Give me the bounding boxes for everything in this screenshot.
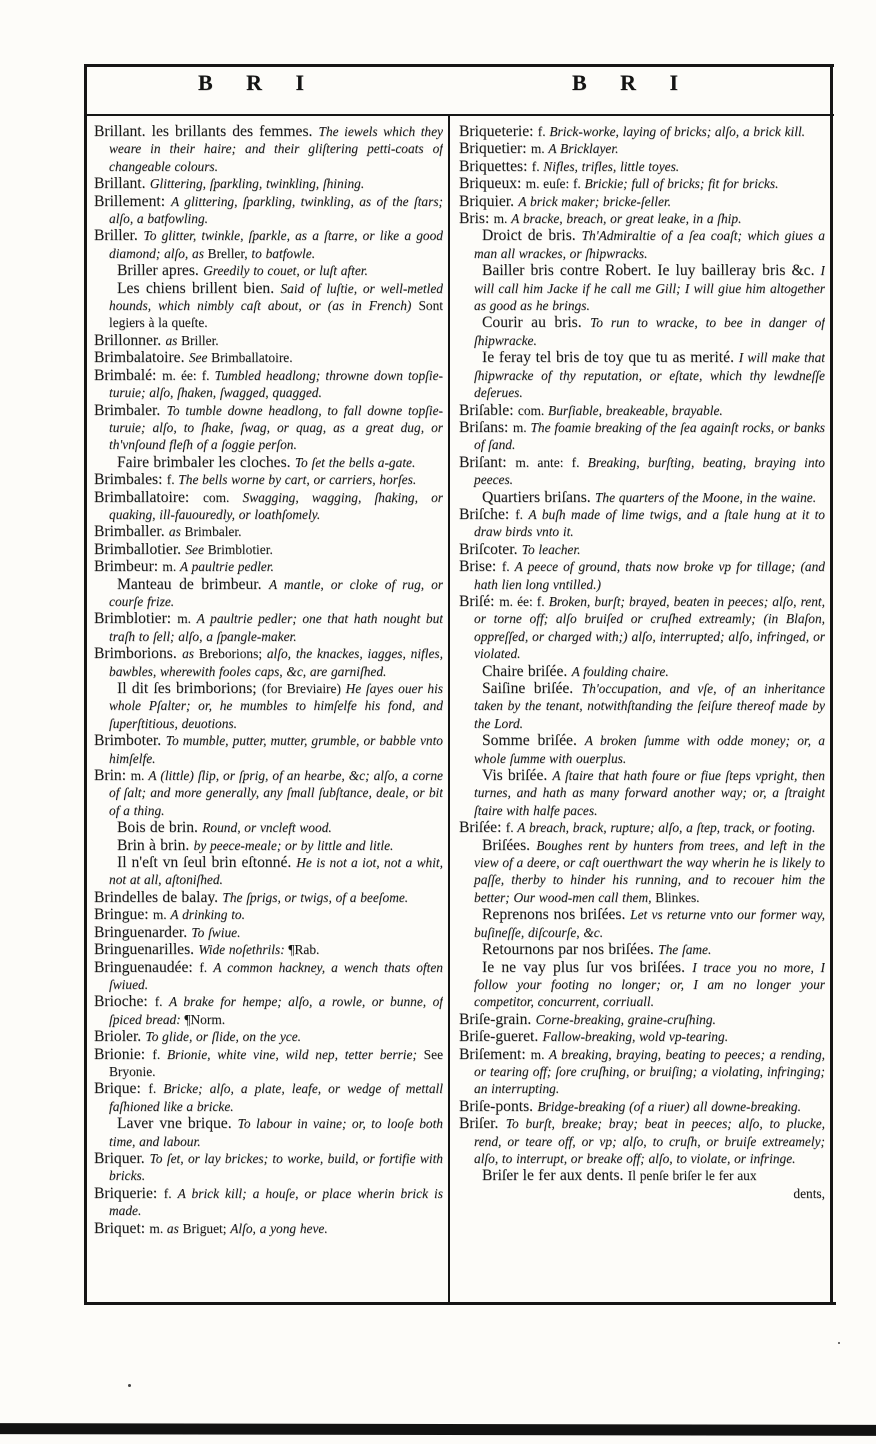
dictionary-entry xyxy=(94,1185,443,1220)
entry-definition: Wide noſethrils: xyxy=(198,942,289,958)
entry-headword: Briquier. xyxy=(459,192,519,210)
entry-headword: Briqueterie: xyxy=(459,123,538,140)
entry-annotation: Briller. xyxy=(181,332,219,348)
entry-definition: Brickie; full of bricks; fit for bricks. xyxy=(584,176,779,192)
scan-speck xyxy=(128,1384,131,1387)
dictionary-entry xyxy=(459,419,825,454)
entry-definition: A buſh made of lime twigs, and a ſtale hung at it to draw birds vnto it. xyxy=(474,506,825,540)
entry-headword: Brimballatoire: xyxy=(94,488,203,506)
entry-definition: I will call him Jacke if he call me Gill; I will giue him altogether as good as he brings. xyxy=(474,263,825,314)
entry-definition: Corne-breaking, graine-cruſhing. xyxy=(535,1011,716,1027)
dictionary-entry xyxy=(94,175,443,192)
entry-headword: Briſer le fer aux dents. xyxy=(482,1167,628,1185)
entry-annotation: Il penſe briſer le fer aux xyxy=(627,1168,757,1184)
entry-headword: Briquerie: xyxy=(94,1184,164,1202)
scan-speck xyxy=(838,1342,840,1344)
entry-annotation: m. xyxy=(152,907,171,923)
entry-annotation: f. xyxy=(166,472,179,488)
entry-definition: Th'occupation, and vſe, of an inheritance taken by the tenant, notwithſtanding the ſeiſure thereof made by the Lord. xyxy=(474,681,825,731)
entry-headword: Brimbales: xyxy=(94,471,167,489)
entry-headword: Briſement: xyxy=(459,1045,531,1063)
entry-definition: A ſtaire that hath foure or fiue ſteps vpright, then turnes, and hath as many forward another way; or, a ſtraight ſtaire with halfe paces. xyxy=(474,768,825,818)
entry-definition: To labour in vaine; or, to looſe both time, and labour. xyxy=(109,1116,443,1149)
dictionary-entry xyxy=(94,941,443,958)
dictionary-entry xyxy=(94,227,443,262)
dictionary-entry xyxy=(459,1098,825,1115)
entry-headword: Briſche: xyxy=(459,505,516,523)
dictionary-entry xyxy=(94,349,443,366)
entry-headword: Briſans: xyxy=(459,418,513,436)
entry-definition: Breaking, burſting, beating, braying into peeces. xyxy=(474,454,825,488)
dictionary-entry xyxy=(459,227,825,262)
entry-annotation: Breborions; xyxy=(198,646,267,662)
entry-headword: Briſe-gueret. xyxy=(459,1028,543,1046)
entry-headword: Les chiens brillent bien. xyxy=(117,279,281,297)
entry-headword: Briquer. xyxy=(94,1149,150,1167)
entry-definition: to batfowle. xyxy=(251,245,316,261)
entry-headword: Briquetier: xyxy=(459,140,531,158)
entry-definition: I will make that ſhipwracke of thy reputation, or eſtate, which thy lewdneſſe deſerues. xyxy=(474,350,825,401)
entry-headword: Brillement: xyxy=(94,192,171,210)
entry-headword: Laver vne brique. xyxy=(117,1115,238,1133)
entry-annotation: f. xyxy=(531,158,544,174)
dictionary-entry xyxy=(459,1185,825,1202)
column-divider xyxy=(448,116,450,1302)
dictionary-entry xyxy=(94,471,443,488)
entry-annotation: m. xyxy=(162,559,180,575)
entry-annotation: ¶Rab. xyxy=(288,942,320,958)
entry-headword: Briſant: xyxy=(459,453,516,471)
entry-definition: A peece of ground, thats now broke vp for tillage; (and hath lien long vntilled.) xyxy=(474,559,825,592)
entry-headword: Brique: xyxy=(94,1080,149,1098)
dictionary-entry xyxy=(459,193,825,210)
entry-definition: A glittering, ſparkling, twinkling, as of the ſtars; alſo, a batfowling. xyxy=(109,193,443,227)
entry-annotation: f. xyxy=(152,1046,167,1062)
entry-headword: Bailler bris contre Robert. Ie luy bailleray bris &c. xyxy=(482,262,821,280)
entry-headword: Briller. xyxy=(94,227,144,245)
dictionary-entry xyxy=(459,837,825,907)
entry-headword: Briller apres. xyxy=(117,262,204,280)
entry-headword: Brimbeur: xyxy=(94,558,163,576)
frame-rule-under-header xyxy=(84,114,834,116)
entry-annotation: m. xyxy=(493,211,512,227)
entry-headword: Brimboter. xyxy=(94,732,166,750)
dictionary-entry xyxy=(94,1115,443,1150)
entry-definition: The iewels which they weare in their haire; and their gliſtering petti-coats of changeable colours. xyxy=(109,124,443,174)
entry-headword: Briſable: xyxy=(459,401,518,419)
dictionary-entry xyxy=(94,489,443,524)
dictionary-entry xyxy=(459,680,825,732)
entry-definition: The foamie breaking of the ſea againſt rocks, or banks of ſand. xyxy=(474,419,825,453)
dictionary-entry xyxy=(459,349,825,401)
frame-border-right xyxy=(830,64,833,1305)
frame-rule-bottom xyxy=(84,1302,836,1305)
entry-headword: Il n'eſt vn ſeul brin eſtonné. xyxy=(117,854,297,872)
dictionary-entry xyxy=(94,993,443,1028)
dictionary-entry xyxy=(459,593,825,663)
dictionary-entry xyxy=(459,906,825,941)
entry-definition: Boughes rent by hunters from trees, and left in the view of a deere, or caſt ouerthwart the way wherin he is likely to paſſe, therby to hinder his running, and to recouer him the better; Our wood-men call them, xyxy=(474,837,825,905)
dictionary-entry xyxy=(459,454,825,489)
entry-definition: Th'Admiraltie of a ſea coaſt; which giues a man all wrackes, or ſhipwracks. xyxy=(474,228,825,261)
dictionary-entry xyxy=(94,523,443,540)
entry-definition: by peece-meale; or by little and litle. xyxy=(193,837,394,853)
entry-annotation: m. ée: f. xyxy=(499,593,549,609)
entry-headword: Briqueux: xyxy=(459,175,526,193)
entry-headword: Saiſine briſée. xyxy=(482,680,582,697)
dictionary-entry xyxy=(459,175,825,192)
entry-annotation: f. xyxy=(505,820,518,836)
entry-annotation: Breller, xyxy=(207,245,252,261)
dictionary-entry xyxy=(94,837,443,854)
entry-definition: Round, or vncleft wood. xyxy=(202,820,332,836)
dictionary-entry xyxy=(94,959,443,994)
entry-definition: A drinking to. xyxy=(170,907,245,923)
entry-definition: Brionie, white vine, wild nep, tetter berrie; xyxy=(167,1046,424,1062)
entry-headword: Quartiers briſans. xyxy=(482,488,595,506)
entry-headword: Brillant. les brillants des femmes. xyxy=(94,123,319,140)
page-bottom-edge-shadow xyxy=(0,1423,876,1436)
entry-definition: A (little) ſlip, or ſprig, of an hearbe, &c; alſo, a corne of ſalt; and more generally, any ſmall ſubſtance, deale, or bit of a thing. xyxy=(109,768,443,818)
dictionary-entry xyxy=(459,1167,825,1184)
entry-definition: Fallow-breaking, wold vp-tearing. xyxy=(542,1029,729,1045)
entry-annotation: m. ée: f. xyxy=(162,367,215,383)
entry-annotation: m. xyxy=(512,419,531,435)
entry-definition: as xyxy=(166,1220,183,1236)
entry-definition: To leacher. xyxy=(521,541,581,557)
running-header-right: B R I xyxy=(571,70,693,95)
dictionary-entry xyxy=(94,576,443,611)
entry-headword: Brise: xyxy=(459,558,502,576)
dictionary-entry xyxy=(459,1028,825,1045)
entry-annotation: f. xyxy=(154,994,169,1010)
entry-definition: Swagging, wagging, ſhaking, or quaking, ill-fauouredly, or loathſomely. xyxy=(109,489,443,522)
dictionary-entry xyxy=(94,819,443,836)
entry-headword: Bringuenarder. xyxy=(94,923,192,941)
entry-headword: Il dit ſes brimborions; xyxy=(117,680,262,697)
entry-annotation: m. xyxy=(530,1046,549,1062)
entry-definition: To glitter, twinkle, ſparkle, as a ſtarre, or like a good diamond; alſo, as xyxy=(109,228,443,261)
dictionary-entry xyxy=(459,1046,825,1098)
entry-headword: Bois de brin. xyxy=(117,819,203,837)
entry-annotation: m. xyxy=(177,611,197,627)
dictionary-entry xyxy=(459,663,825,680)
entry-definition: See xyxy=(185,541,208,557)
dictionary-entry xyxy=(94,924,443,941)
entry-definition: as xyxy=(168,524,185,540)
entry-definition: as xyxy=(165,332,182,348)
entry-headword: Manteau de brimbeur. xyxy=(117,575,270,593)
dictionary-entry xyxy=(459,210,825,227)
entry-definition: A brick maker; bricke-ſeller. xyxy=(518,193,671,209)
entry-definition: A Bricklayer. xyxy=(548,141,619,157)
entry-headword: Ie feray tel bris de toy que tu as merité. xyxy=(482,349,739,367)
dictionary-entry xyxy=(94,558,443,575)
entry-headword: Brioler. xyxy=(94,1028,146,1046)
entry-definition: I trace you no more, I follow your footing no longer; or, I am no longer your competitor, concurrent, corriuall. xyxy=(474,959,825,1010)
dictionary-entry xyxy=(94,906,443,923)
dictionary-entry xyxy=(459,158,825,175)
entry-headword: Bris: xyxy=(459,210,494,228)
dictionary-entry xyxy=(94,262,443,279)
entry-definition: A mantle, or cloke of rug, or courſe frize. xyxy=(109,576,443,609)
dictionary-entry xyxy=(94,402,443,454)
entry-headword: Ie ne vay plus ſur vos briſées. xyxy=(482,958,693,976)
dictionary-entry xyxy=(94,1046,443,1081)
entry-definition: To run to wracke, to bee in danger of ſhipwracke. xyxy=(474,315,825,348)
entry-definition: A breach, brack, rupture; alſo, a ſtep, track, or footing. xyxy=(517,820,816,836)
dictionary-entry xyxy=(94,193,443,228)
entry-headword: Brin à brin. xyxy=(117,836,194,854)
entry-annotation: Briguet; xyxy=(182,1220,231,1236)
entry-annotation: Sont legiers à la queſte. xyxy=(109,298,443,331)
entry-definition: Brick-worke, laying of bricks; alſo, a brick kill. xyxy=(549,124,806,139)
entry-headword: Brionie: xyxy=(94,1045,153,1063)
entry-definition: Nifles, trifles, little toyes. xyxy=(543,158,680,174)
entry-headword: Brillant. xyxy=(94,175,150,193)
dictionary-entry xyxy=(94,123,443,175)
entry-headword: Briſe-ponts. xyxy=(459,1097,538,1115)
entry-definition: The quarters of the Moone, in the waine. xyxy=(594,489,817,505)
dictionary-entry xyxy=(94,280,443,332)
dictionary-entry xyxy=(94,1150,443,1185)
entry-headword: Brin: xyxy=(94,767,131,785)
entry-definition: Said of luſtie, or well-metled hounds, which nimbly caſt about, or (as in French) xyxy=(109,280,443,314)
entry-headword: Brimbaler. xyxy=(94,401,167,419)
entry-annotation: Brimblotier. xyxy=(207,541,273,557)
dictionary-entry xyxy=(94,332,443,349)
entry-headword: Courir au bris. xyxy=(482,314,591,332)
frame-rule-top xyxy=(84,64,834,67)
entry-definition: A brake for hempe; alſo, a rowle, or bunne, of ſpiced bread: xyxy=(109,994,443,1027)
dictionary-entry xyxy=(459,314,825,349)
frame-border-left xyxy=(84,64,87,1305)
dictionary-entry xyxy=(94,1028,443,1045)
entry-definition: The bells worne by cart, or carriers, horſes. xyxy=(178,472,417,488)
entry-headword: Briſée: xyxy=(459,819,506,837)
entry-annotation: m. ante: f. xyxy=(515,454,588,470)
entry-headword: Brioche: xyxy=(94,993,155,1011)
dictionary-entry xyxy=(459,941,825,958)
entry-headword: Briſer. xyxy=(459,1115,506,1133)
entry-headword: Brimblotier: xyxy=(94,610,178,628)
dictionary-entry xyxy=(94,889,443,906)
dictionary-entry xyxy=(94,645,443,680)
dictionary-entry xyxy=(459,767,825,819)
entry-definition: To mumble, putter, mutter, grumble, or babble vnto himſelfe. xyxy=(109,733,443,766)
left-column xyxy=(94,123,443,1237)
entry-annotation: f. xyxy=(163,1185,178,1201)
entry-headword: Briſées. xyxy=(482,836,537,854)
entry-definition: A paultrie pedler; one that hath nought but traſh to ſell; alſo, a ſpangle-maker. xyxy=(109,611,443,644)
entry-headword: Brimbalé: xyxy=(94,366,163,384)
entry-headword: Brimballotier. xyxy=(94,540,186,558)
entry-annotation: m. euſe: f. xyxy=(525,176,585,192)
entry-headword: Bringuenaudée: xyxy=(94,958,200,976)
entry-annotation: ¶Norm. xyxy=(184,1011,226,1027)
entry-annotation: f. xyxy=(537,124,550,139)
entry-definition: A bracke, breach, or great leake, in a ſhip. xyxy=(511,211,742,227)
entry-definition: To ſet the bells a-gate. xyxy=(294,454,416,470)
entry-definition: To ſet, or lay brickes; to worke, build, or fortifie with bricks. xyxy=(109,1150,443,1184)
entry-annotation: m. xyxy=(530,141,549,157)
entry-headword: Brindelles de balay. xyxy=(94,888,223,906)
dictionary-entry xyxy=(459,140,825,157)
entry-definition: A breaking, braying, beating to peeces; a rending, or tearing off; ſore cruſhing, or bruiſing; a violating, infringing; an interrupting. xyxy=(474,1046,825,1097)
entry-definition: To burſt, breake; bray; beat in peeces; alſo, to plucke, rend, or teare off, or vp; alſo, to cruſh, or bruiſe extreamely; alſo, to interrupt, or breake off; alſo, to violate, or infringe. xyxy=(474,1116,825,1166)
entry-annotation: dents, xyxy=(793,1185,825,1201)
entry-annotation: Blinkes. xyxy=(655,889,700,905)
entry-annotation: f. xyxy=(199,959,214,975)
dictionary-entry xyxy=(459,506,825,541)
entry-annotation: Brimballatoire. xyxy=(211,350,293,366)
entry-definition: A brick kill; a houſe, or place wherin brick is made. xyxy=(109,1185,443,1219)
dictionary-entry xyxy=(94,854,443,889)
dictionary-entry xyxy=(94,541,443,558)
dictionary-entry xyxy=(459,489,825,506)
dictionary-entry xyxy=(94,610,443,645)
entry-definition: He is not a iot, not a whit, not at all, aſtoniſhed. xyxy=(109,855,443,888)
entry-definition: He ſayes ouer his whole Pſalter; or, he mumbles to himſelfe his fond, and ſuperſtitious, deuotions. xyxy=(109,681,443,731)
entry-annotation: (for Breviaire) xyxy=(261,681,346,696)
entry-definition: alſo, the knackes, iagges, nifles, bawbles, wherewith fooles caps, &c, are garniſhed. xyxy=(109,646,443,679)
entry-definition: A foulding chaire. xyxy=(571,663,669,679)
entry-headword: Faire brimbaler les cloches. xyxy=(117,453,295,471)
entry-annotation: f. xyxy=(148,1081,164,1097)
entry-annotation: m. xyxy=(149,1220,167,1236)
right-column xyxy=(459,123,825,1202)
dictionary-entry xyxy=(459,959,825,1011)
entry-headword: Briſe-grain. xyxy=(459,1010,536,1028)
entry-definition: Glittering, ſparkling, twinkling, ſhining. xyxy=(149,176,365,192)
entry-headword: Retournons par nos briſées. xyxy=(482,941,659,959)
entry-headword: Briquet: xyxy=(94,1219,150,1237)
dictionary-entry xyxy=(459,123,825,140)
entry-annotation: m. xyxy=(130,768,149,784)
dictionary-entry xyxy=(459,732,825,767)
dictionary-entry xyxy=(94,454,443,471)
entry-annotation: Brimbaler. xyxy=(184,524,242,540)
entry-headword: Brillonner. xyxy=(94,331,166,349)
entry-definition: Burſiable, breakeable, brayable. xyxy=(548,402,723,418)
dictionary-entry xyxy=(94,1080,443,1115)
entry-annotation: com. xyxy=(517,402,549,418)
entry-headword: Briquettes: xyxy=(459,157,532,175)
entry-definition: The ſame. xyxy=(658,942,712,958)
entry-definition: Let vs returne vnto our former way, buſineſſe, diſcourſe, &c. xyxy=(474,907,825,940)
entry-headword: Bringue: xyxy=(94,906,153,924)
entry-definition: Bricke; alſo, a plate, leafe, or wedge of mettall faſhioned like a bricke. xyxy=(109,1081,443,1114)
entry-definition: See xyxy=(188,350,212,366)
dictionary-entry xyxy=(459,262,825,314)
entry-headword: Reprenons nos briſées. xyxy=(482,906,631,924)
dictionary-entry xyxy=(459,402,825,419)
dictionary-entry xyxy=(459,558,825,593)
dictionary-entry xyxy=(94,367,443,402)
entry-annotation: com. xyxy=(202,489,243,505)
entry-annotation: f. xyxy=(515,506,529,522)
entry-definition: Broken, burſt; brayed, beaten in peeces; alſo, rent, or torne off; alſo bruiſed or cruſhed extreamly; (in Blaſon, oppreſſed, or charged with;) alſo, interrupted; alſo, infringed, or violated. xyxy=(474,593,825,662)
entry-definition: Tumbled headlong; throwne down topſie-turuie; alſo, ſhaken, ſwagged, quagged. xyxy=(109,367,443,401)
entry-definition: Alſo, a yong heve. xyxy=(230,1220,328,1236)
entry-headword: Brimborions. xyxy=(94,645,183,663)
entry-headword: Brimballer. xyxy=(94,523,169,541)
entry-headword: Somme briſée. xyxy=(482,732,585,750)
entry-definition: To ſwiue. xyxy=(191,924,241,940)
entry-headword: Briſcoter. xyxy=(459,540,522,558)
entry-definition: A common hackney, a wench thats often ſwiued. xyxy=(109,959,443,992)
dictionary-entry xyxy=(94,732,443,767)
entry-headword: Droict de bris. xyxy=(482,227,582,245)
dictionary-entry xyxy=(459,541,825,558)
entry-definition: as xyxy=(182,646,199,662)
running-header-left: B R I xyxy=(197,70,319,95)
entry-definition: Bridge-breaking (of a riuer) all downe-breaking. xyxy=(537,1098,801,1114)
dictionary-entry xyxy=(459,819,825,836)
entry-annotation: f. xyxy=(501,559,515,575)
entry-definition: To tumble downe headlong, to fall downe topſie-turuie; alſo, to ſhake, ſwag, or quag, as a great dug, or th'vnſound fleſh of a ſoggie perſon. xyxy=(109,402,443,453)
dictionary-entry xyxy=(94,767,443,819)
entry-definition: The ſprigs, or twigs, of a beeſome. xyxy=(222,889,409,905)
entry-headword: Vis briſée. xyxy=(482,767,553,785)
entry-annotation: See Bryonie. xyxy=(109,1046,443,1079)
entry-definition: Greedily to couet, or luſt after. xyxy=(203,263,368,279)
entry-headword: Brimbalatoire. xyxy=(94,349,189,367)
dictionary-entry xyxy=(459,1115,825,1167)
entry-headword: Bringuenarilles. xyxy=(94,941,199,959)
dictionary-entry xyxy=(94,680,443,732)
entry-definition: A paultrie pedler. xyxy=(179,559,274,575)
entry-headword: Chaire briſée. xyxy=(482,662,572,680)
dictionary-entry xyxy=(459,1011,825,1028)
dictionary-entry xyxy=(94,1220,443,1237)
entry-definition: A broken ſumme with odde money; or, a whole ſumme with ouerplus. xyxy=(474,733,825,766)
entry-headword: Briſé: xyxy=(459,592,500,610)
entry-definition: To glide, or ſlide, on the yce. xyxy=(145,1029,302,1045)
